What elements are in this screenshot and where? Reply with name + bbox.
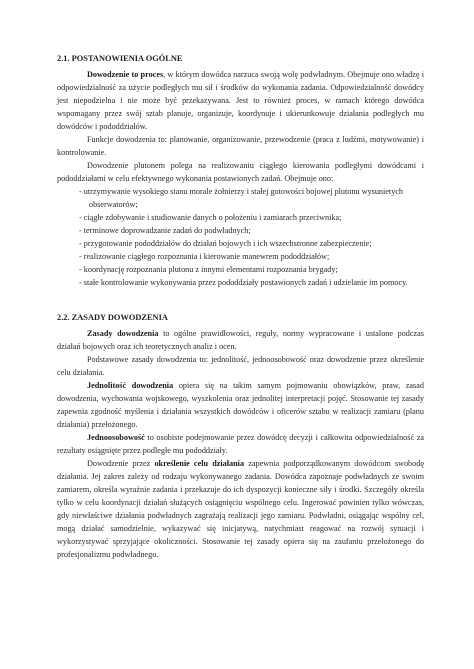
paragraph-okreslenie-celu: Dowodzenie przez określenie celu działania zapewnia podporządkowanym dowódcom swobodę działania. Jej zakres zależy od rodzaju wykonywanego zadania. Dowódca zapoznaje podwładnych ze swoim zamiarem, określa wyraźnie zadania i przekazuje do ich dyspozycji konieczne siły i środki. Szczegóły określa tylko w celu koordynacji działań służących osiągnięciu wspólnego celu. Ingerować powinien tylko wówczas, gdy niewłaściwe działania podwładnych zagrażają realizacji jego zamiaru. Podwładni, osiągając wspólny cel, mogą działać samodzielnie, wykazywać się inicjatywą, natychmiast reagować na rozwój sytuacji i wykorzystywać sprzyjające okoliczności. Stosowanie tej zasady opiera się na zaufaniu przełożonego do profesjonalizmu podwładnego. xyxy=(57,459,424,559)
paragraph-dowodzenie-definition: Dowodzenie to proces, w którym dowódca narzuca swoją wolę podwładnym. Obejmuje ono władzę i odpowiedzialność za użycie podległych mu sił i środków do wykonania zadania. Odpowiedzialność dowódcy jest niepodzielna i nie może być przekazywana. Jest to również proces, w ramach którego dowódca wspomagany przez swój sztab planuje, organizuje, koordynuje i ukierunkowuje działania podległych mu dowódców i pododdziałów. xyxy=(57,70,424,131)
section-heading-zasady: 2.2. ZASADY DOWODZENIA xyxy=(57,313,168,322)
section-heading-postanowienia: 2.1. POSTANOWIENIA OGÓLNE xyxy=(57,54,183,63)
list-item: - utrzymywanie wysokiego stanu morale żołnierzy i stałej gotowości bojowej plutonu wysunietych obserwatorów; xyxy=(79,187,404,209)
bold-term: Jednoosobowość xyxy=(87,433,145,442)
bold-term: określenie celu działania xyxy=(154,459,245,468)
paragraph-dowodzenie-plutonem: Dowodzenie plutonem polega na realizowaniu ciągłego kierowania podległymi dowódcami i pododdziałami w celu efektywnego wykonania postawionych zadań. Obejmuje ono: xyxy=(57,161,424,183)
paragraph-jednolitosc: Jednolitość dowodzenia opiera się na takim samym pojmowaniu obowiązków, praw, zasad dowodzenia, wychowania wojskowego, wyszkolenia oraz jednolitej interpretacji pojęć. Stosowanie tej zasady zapewnia zgodność myślenia i działania wszystkich dowódców i oficerów sztabu w realizacji zamiaru (planu działania) przełożonego. xyxy=(57,381,424,429)
bold-term: Zasady dowodzenia xyxy=(87,329,159,338)
paragraph-zasady-definition: Zasady dowodzenia to ogólne prawidłowości, reguły, normy wypracowane i ustalone podczas działań bojowych oraz ich teoretycznych analiz i ocen. xyxy=(57,329,424,351)
bold-term: Jednolitość dowodzenia xyxy=(87,381,174,390)
list-item: - realizowanie ciągłego rozpoznania i kierowanie manewrem pododdziałów; xyxy=(79,252,330,261)
paragraph-jednoosobowosc: Jednoosobowość to osobiste podejmowanie przez dowódcę decyzji i całkowita odpowiedzialność za rezultaty osiągnięte przez podległe mu pododdziały. xyxy=(57,433,424,455)
bold-term: Dowodzenie to proces xyxy=(87,70,164,79)
paragraph-funkcje: Funkcje dowodzenia to: planowanie, organizowanie, przewodzenie (praca z ludźmi, motywowanie) i kontrolowanie. xyxy=(57,135,424,157)
bullet-list xyxy=(57,185,424,289)
list-item: - stałe kontrolowanie wykonywania przez pododdziały postawionych zadań i udzielanie im pomocy. xyxy=(79,278,408,287)
list-item: - terminowe doprowadzanie zadań do podwładnych; xyxy=(79,226,251,235)
paragraph-podstawowe-zasady: Podstawowe zasady dowodzenia to: jednolitość, jednoosobowość oraz dowodzenie przez określenie celu działania. xyxy=(57,355,424,377)
list-item: - koordynację rozpoznania plutonu z innymi elementami rozpoznania brygady; xyxy=(79,265,338,274)
section-spacer xyxy=(57,289,424,311)
list-item: - przygotowanie pododdziałów do działań bojowych i ich wszechstronne zabezpieczenie; xyxy=(79,239,372,248)
list-item: - ciągłe zdobywanie i studiowanie danych o położeniu i zamiarach przeciwnika; xyxy=(79,213,342,222)
